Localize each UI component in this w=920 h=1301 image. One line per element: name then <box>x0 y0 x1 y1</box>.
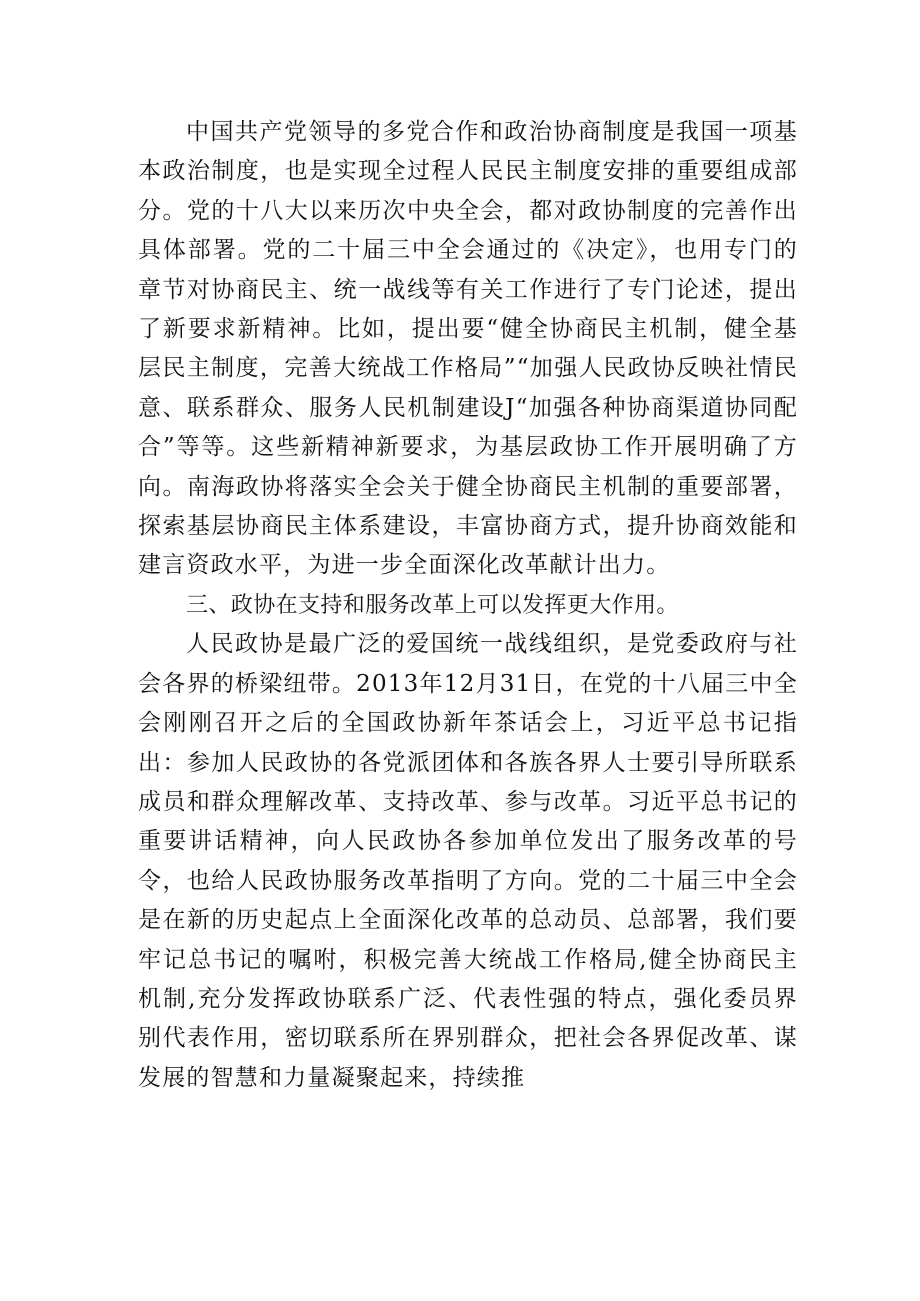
paragraph-cppcc-reform: 人民政协是最广泛的爱国统一战线组织，是党委政府与社会各界的桥梁纽带。2013年12月31日，在党的十八届三中全会刚刚召开之后的全国政协新年茶话会上，习近平总书记指出：参加人民政协的各党派团体和各族各界人士要引导所联系成员和群众理解改革、支持改革、参与改革。习近平总书记的重要讲话精神，向人民政协各参加单位发出了服务改革的号令，也给人民政协服务改革指明了方向。党的二十届三中全会是在新的历史起点上全面深化改革的总动员、总部署，我们要牢记总书记的嘱咐，积极完善大统战工作格局,健全协商民主机制,充分发挥政协联系广泛、代表性强的特点，强化委员界别代表作用，密切联系所在界别群众，把社会各界促改革、谋发展的智慧和力量凝聚起来，持续推 <box>138 631 798 1091</box>
section-heading-3: 三、政协在支持和服务改革上可以发挥更大作用。 <box>186 592 679 618</box>
document-page <box>138 113 798 1098</box>
paragraph-multiparty-cooperation: 中国共产党领导的多党合作和政治协商制度是我国一项基本政治制度，也是实现全过程人民民主制度安排的重要组成部分。党的十八大以来历次中央全会，都对政协制度的完善作出具体部署。党的二十届三中全会通过的《决定》，也用专门的章节对协商民主、统一战线等有关工作进行了专门论述，提出了新要求新精神。比如，提出要“健全协商民主机制，健全基层民主制度，完善大统战工作格局”“加强人民政协反映社情民意、联系群众、服务人民机制建设J“加强各种协商渠道协同配合”等等。这些新精神新要求，为基层政协工作开展明确了方向。南海政协将落实全会关于健全协商民主机制的重要部署，探索基层协商民主体系建设，丰富协商方式，提升协商效能和建言资政水平，为进一步全面深化改革献计出力。 <box>138 119 798 579</box>
